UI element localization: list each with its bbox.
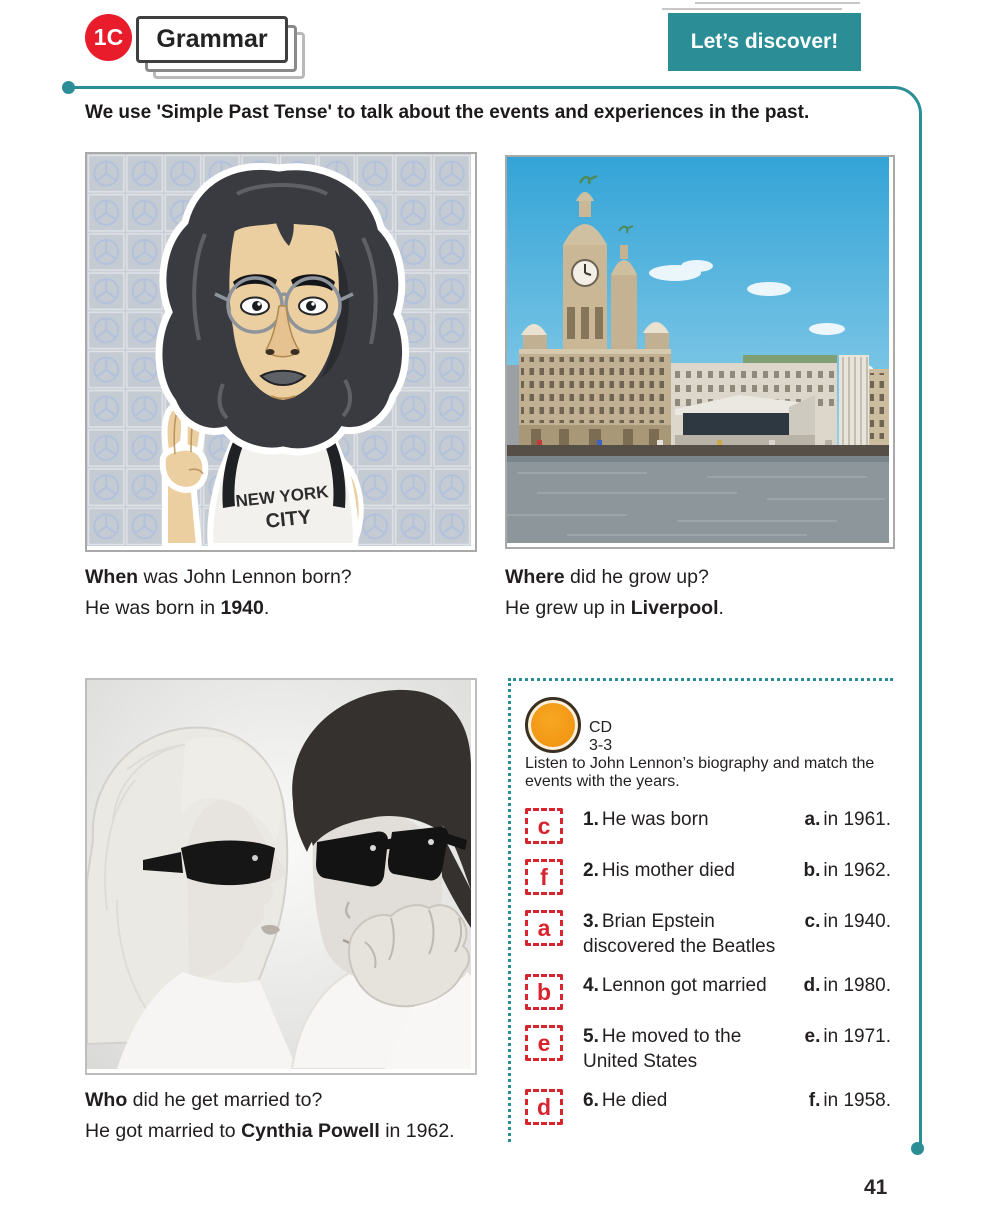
year-option: b. in 1962. <box>803 860 891 881</box>
grammar-title-box <box>136 16 288 63</box>
answer-line: He got married to Cynthia Powell in 1962. <box>85 1120 455 1142</box>
answer-box[interactable]: d <box>525 1089 563 1125</box>
lennon-cartoon-image <box>85 152 477 552</box>
answer-box[interactable]: c <box>525 808 563 844</box>
unit-badge: 1C <box>85 14 132 61</box>
year-option: a. in 1961. <box>804 809 891 830</box>
instruction-text: Listen to John Lennon’s biography and match the events with the years. <box>525 755 875 790</box>
question-line: Where did he grow up? <box>505 566 709 588</box>
event-item: 6. He died <box>583 1090 668 1111</box>
intro-sentence: We use 'Simple Past Tense' to talk about the events and experiences in the past. <box>85 102 810 123</box>
matching-row <box>525 1024 893 1074</box>
answer-line: He grew up in Liverpool. <box>505 597 724 619</box>
year-option: c. in 1940. <box>804 911 891 932</box>
year-option: d. in 1980. <box>803 975 891 996</box>
caption-who <box>85 1085 505 1147</box>
answer-line: He was born in 1940. <box>85 597 270 619</box>
event-item: 3. Brian Epstein discovered the Beatles <box>583 911 776 957</box>
page-number: 41 <box>864 1176 888 1199</box>
wedding-photo <box>85 678 477 1075</box>
cd-track-number: 3-3 <box>589 737 613 754</box>
event-item: 5. He moved to the United States <box>583 1026 742 1072</box>
cd-icon-label: CD <box>589 719 613 736</box>
lets-discover-banner: Let’s discover! <box>668 13 861 71</box>
ghost-tab-line <box>695 2 860 4</box>
cd-audio-icon <box>525 697 581 753</box>
question-line: Who did he get married to? <box>85 1089 323 1111</box>
caption-when <box>85 562 495 624</box>
matching-row <box>525 807 893 844</box>
exercise-panel <box>508 678 893 1142</box>
matching-row <box>525 909 893 959</box>
shirt-text-line1: NEW YORK <box>234 482 330 511</box>
ghost-tab-line <box>662 8 842 10</box>
liverpool-photo <box>505 155 895 549</box>
event-item: 4. Lennon got married <box>583 975 767 996</box>
matching-list <box>525 807 893 1125</box>
year-option: f. in 1958. <box>808 1090 891 1111</box>
answer-box[interactable]: a <box>525 910 563 946</box>
frame-dot-bottom <box>911 1142 924 1155</box>
matching-row <box>525 973 893 1010</box>
matching-row <box>525 858 893 895</box>
year-option: e. in 1971. <box>804 1026 891 1047</box>
question-line: When was John Lennon born? <box>85 566 352 588</box>
answer-box[interactable]: f <box>525 859 563 895</box>
answer-box[interactable]: b <box>525 974 563 1010</box>
frame-dot-left <box>62 81 75 94</box>
page-title: Grammar <box>136 16 288 63</box>
shirt-text-line2: CITY <box>264 506 313 533</box>
caption-where <box>505 562 915 624</box>
event-item: 2. His mother died <box>583 860 735 881</box>
answer-box[interactable]: e <box>525 1025 563 1061</box>
event-item: 1. He was born <box>583 809 709 830</box>
matching-row <box>525 1088 893 1125</box>
